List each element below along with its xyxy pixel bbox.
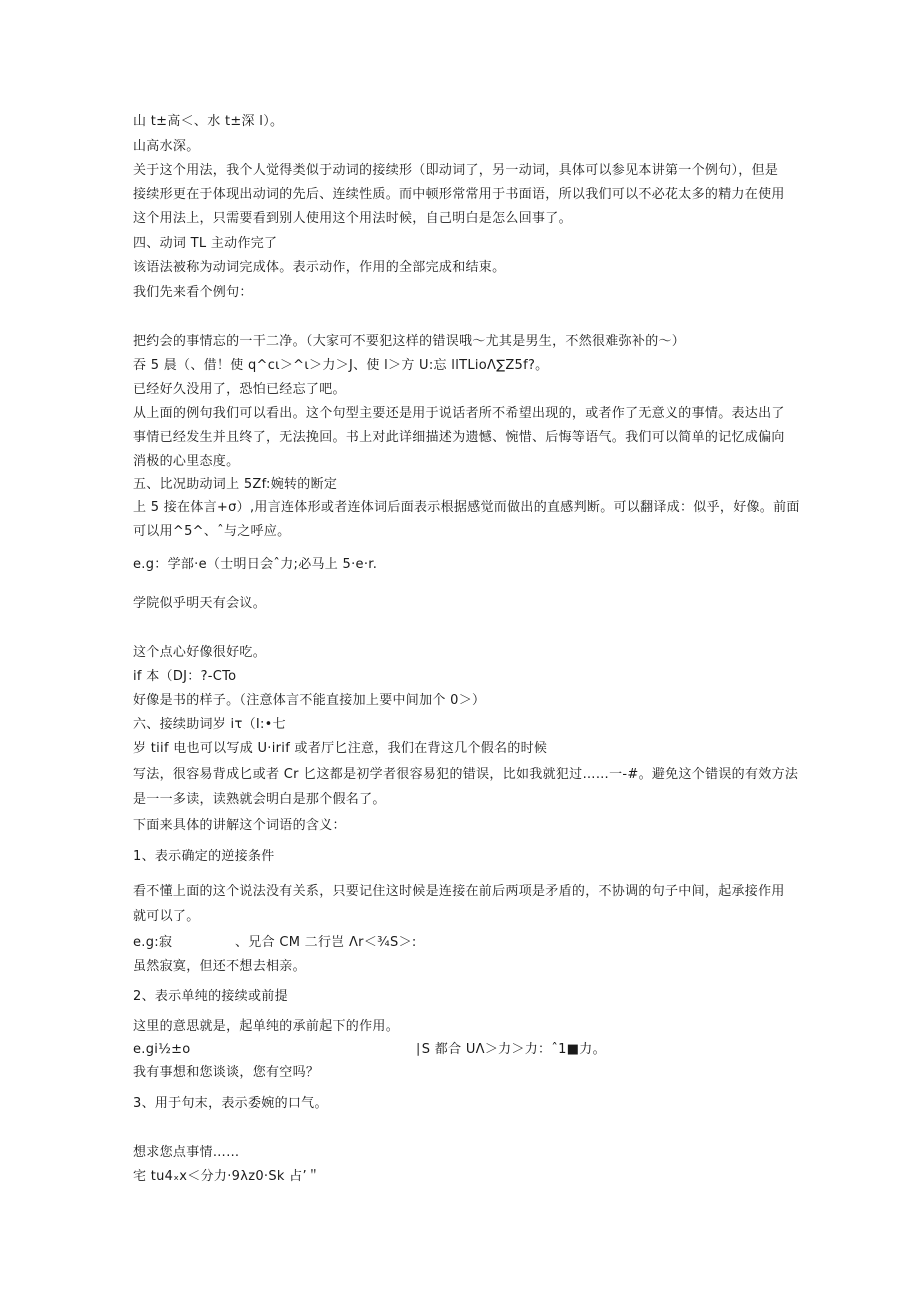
text-line: 这里的意思就是，起单纯的承前起下的作用。 <box>133 1019 400 1034</box>
text-line: 消极的心里态度。 <box>133 454 240 469</box>
text-line: 接续形更在于体现出动词的先后、连续性质。而中顿形常常用于书面语，所以我们可以不必花太多的精力在使用 <box>133 187 785 202</box>
text-line: 该语法被称为动词完成体。表示动作，作用的全部完成和结束。 <box>133 260 506 275</box>
example-sentence: 宅 tu4ₓx＜分力·9λz0·Sk 占’＂ <box>133 1169 321 1184</box>
text-line: 是一一多读，读熟就会明白是那个假名了。 <box>133 792 386 807</box>
text-line: 山高水深。 <box>133 139 200 154</box>
subsection-heading: 3、用于句末，表示委婉的口气。 <box>133 1096 328 1111</box>
text-line: 山 t±高＜、水 t±深 l）。 <box>133 114 284 129</box>
example-sentence: 吞 5 晨（、借！使 q^cι＞^ι＞力＞J、使 l＞方 U:忘 llTLioΛ∑Z5f?。 <box>133 358 549 373</box>
text-line: 从上面的例句我们可以看出。这个句型主要还是用于说话者所不希望出现的，或者作了无意义的事情。表达出了 <box>133 406 785 421</box>
example-translation: 我有事想和您谈谈，您有空吗？ <box>133 1065 320 1080</box>
example-translation: 已经好久没用了，恐怕已经忘了吧。 <box>133 382 346 397</box>
text-line: 可以用^5^、ˆ与之呼应。 <box>133 524 291 539</box>
section-heading: 六、接续助词岁 iτ（I:•七 <box>133 717 286 732</box>
example-translation: 学院似乎明天有会议。 <box>133 596 267 611</box>
text-line: 岁 tiif 电也可以写成 U·irif 或者厅匕注意，我们在背这几个假名的时候 <box>133 741 548 756</box>
example-sentence: if 本（DJ：?-CTo <box>133 669 237 684</box>
text-line: 关于这个用法，我个人觉得类似于动词的接续形（即动词了，另一动词，具体可以参见本讲第一个例句），但是 <box>133 163 779 178</box>
example-sentence-cont: ∣S 都合 UΛ＞力＞力：ˆ1■力。 <box>415 1042 606 1057</box>
text-line: 就可以了。 <box>133 909 200 924</box>
section-heading: 四、动词 TL 主动作完了 <box>133 236 278 251</box>
text-line: 我们先来看个例句： <box>133 285 253 300</box>
example-translation: 这个点心好像很好吃。 <box>133 645 267 660</box>
example-translation: 想求您点事情…… <box>133 1145 240 1160</box>
text-line: 上 5 接在体言+σ）,用言连体形或者连体词后面表示根据感觉而做出的直感判断。可以翻译成：似乎，好像。前面 <box>133 500 800 515</box>
example-sentence-cont: 、兄合 CM 二行岂 Λr＜¾S＞: <box>235 935 417 950</box>
section-heading: 五、比况助动词上 5Zf:婉转的断定 <box>133 477 338 492</box>
example-translation: 虽然寂寞，但还不想去相亲。 <box>133 959 306 974</box>
subsection-heading: 1、表示确定的逆接条件 <box>133 849 275 864</box>
text-line: 下面来具体的讲解这个词语的含义： <box>133 818 346 833</box>
text-line: 写法，很容易背成匕或者 Cr 匕这都是初学者很容易犯的错误，比如我就犯过……一-#。避免这个错误的有效方法 <box>133 767 799 782</box>
example-translation: 好像是书的样子。（注意体言不能直接加上要中间加个 0＞） <box>133 693 486 708</box>
example-sentence: e.g：学部·e（士明日会ˆ力;必马上 5·e·r. <box>133 557 378 572</box>
example-sentence: e.gi½±o <box>133 1042 191 1057</box>
text-line: 看不懂上面的这个说法没有关系，只要记住这时候是连接在前后两项是矛盾的，不协调的句子中间，起承接作用 <box>133 884 785 899</box>
example-sentence: e.g:寂 <box>133 935 173 950</box>
subsection-heading: 2、表示单纯的接续或前提 <box>133 989 288 1004</box>
text-line: 事情已经发生并且终了，无法挽回。书上对此详细描述为遗憾、惋惜、后悔等语气。我们可以简单的记忆成偏向 <box>133 430 785 445</box>
text-line: 这个用法上，只需要看到别人使用这个用法时候，自己明白是怎么回事了。 <box>133 211 572 226</box>
example-translation: 把约会的事情忘的一干二净。（大家可不要犯这样的错误哦～尤其是男生，不然很难弥补的～） <box>133 334 686 349</box>
